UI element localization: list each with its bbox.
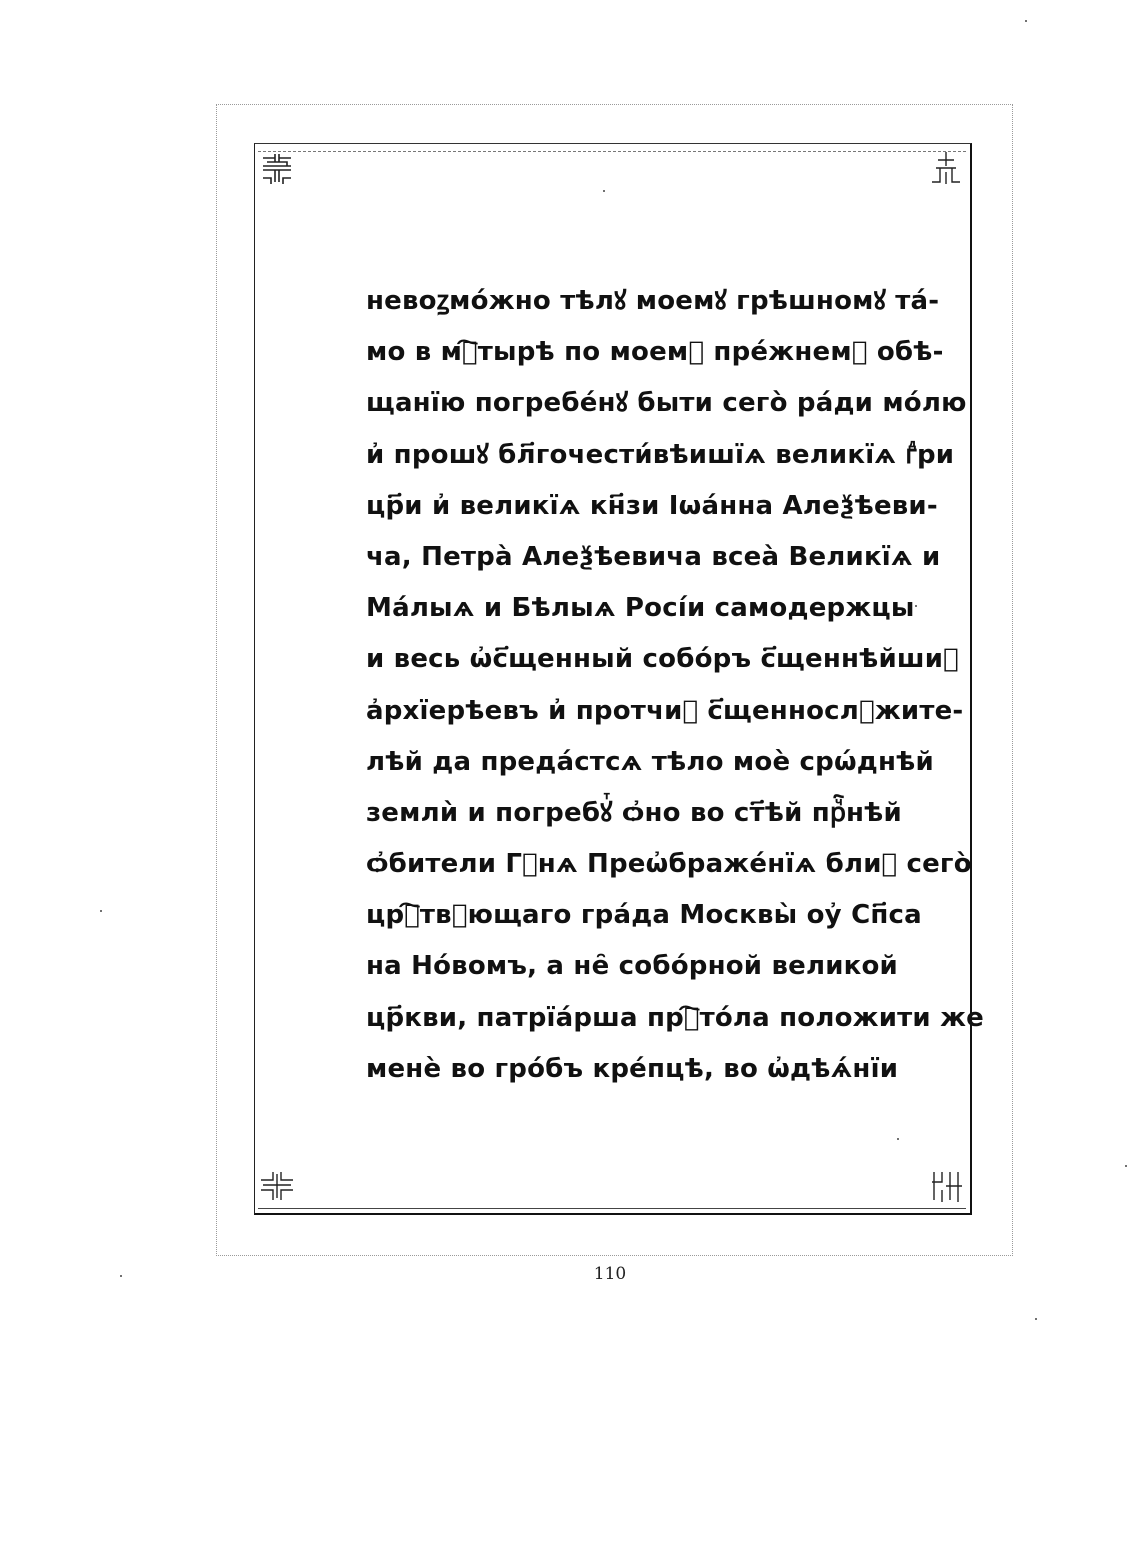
main-text (366, 276, 985, 1095)
text-line: невоꙁмо́жно тѣлꙋ моемꙋ грѣшномꙋ та́- (366, 286, 940, 316)
text-line: цр҃и и҆ великїѧ кн҃зи Іѡа́нна Алеѯѣеви- (366, 490, 938, 521)
text-line: црⷭ҇твꙋющаго гра́да Москвы̀ оу҆ Сп҃са (366, 900, 922, 931)
scan-speck (100, 910, 102, 912)
text-line: мо в мⷩ҇тырѣ по моемꙋ пре́жнемꙋ обѣ- (366, 337, 944, 368)
scan-speck (603, 190, 605, 192)
text-line: менѐ во гро́бъ кре́пцѣ, во ѡ҆дѣѧ́нїи (366, 1053, 899, 1084)
corner-ornament-icon (928, 1168, 964, 1204)
text-line: и҆ прошꙋ бл҃гочести́вѣишїѧ великїѧ гⷣри (366, 439, 955, 470)
text-line: и весь ѡ҆с҃щенный собо́ръ с҃щеннѣйшиⷯ (366, 644, 959, 675)
text-line: ѻ҆бители Гⷣнѧ Преѡ҆браже́нїѧ блиⷥ сего̀ (366, 849, 972, 880)
scan-speck (120, 1275, 122, 1277)
corner-ornament-icon (259, 1168, 295, 1204)
page-number: 110 (593, 1264, 627, 1284)
text-line: ча, Петра̀ Алеѯѣевича всеа̀ Великїѧ и (366, 541, 941, 572)
corner-ornament-icon (928, 150, 964, 186)
scan-speck (915, 605, 917, 607)
text-line: а҆рхїерѣевъ и҆ протчиⷯ с҃щеннослꙋжите- (366, 695, 964, 726)
text-line: цр҃кви, патрїа́рша прⷭ҇то́ла положити же (366, 1002, 985, 1033)
bottom-rule (258, 1208, 966, 1209)
text-line: землѝ и погребꙋⷮ ѻ҆но во ст҃ѣй прⷱ҇нѣй (366, 797, 902, 828)
scan-speck (1125, 1165, 1127, 1167)
scan-speck (1025, 20, 1027, 22)
text-line: Ма́лыѧ и Бѣлыѧ Росі́и самодержцы (366, 593, 915, 624)
scan-speck (897, 1138, 899, 1140)
text-line: щанїю погребе́нꙋ быти сего̀ ра́ди мо́лю (366, 388, 967, 419)
top-rule (258, 151, 966, 152)
text-line: на Но́вомъ, а не̑ собо́рной великой (366, 951, 898, 982)
corner-ornament-icon (259, 150, 295, 186)
text-line: лѣй да преда́стсѧ тѣло моѐ срѡ́днѣй (366, 746, 934, 777)
scan-speck (1035, 1318, 1037, 1320)
